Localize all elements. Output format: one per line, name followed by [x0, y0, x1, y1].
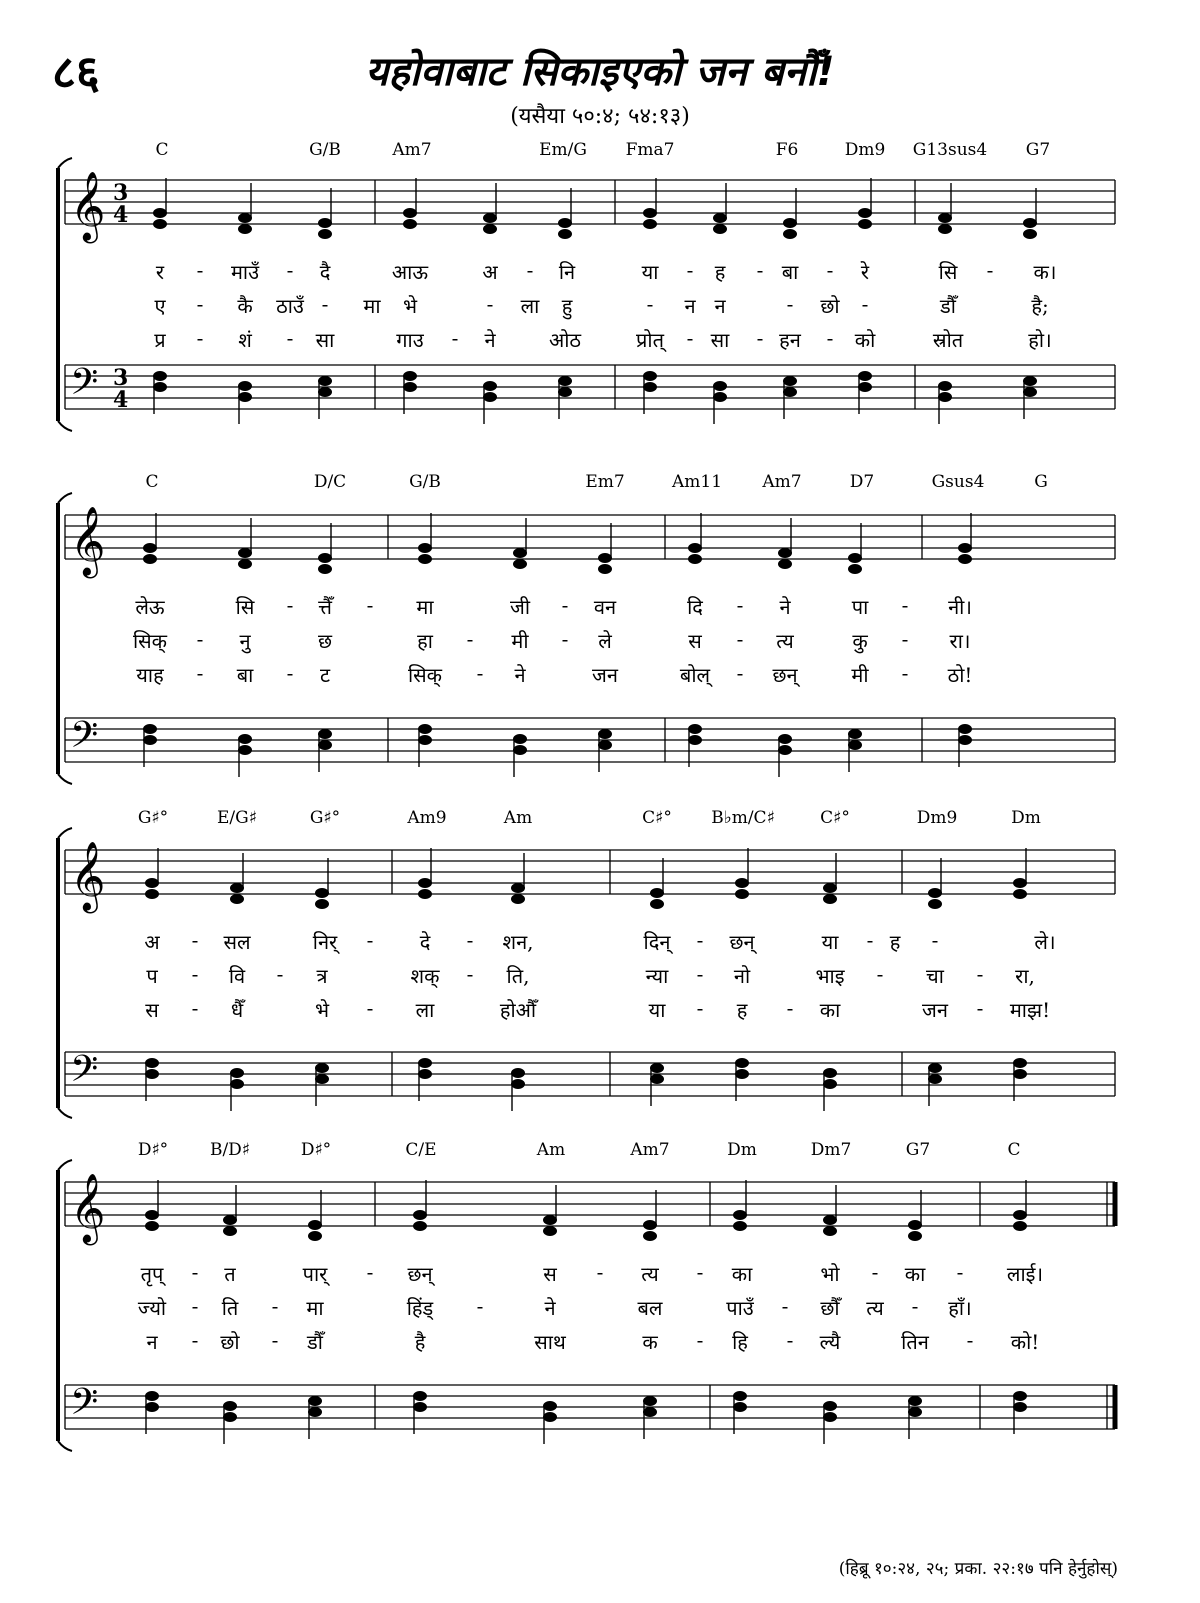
- lyric-verse1-syllable: छन्: [729, 930, 755, 954]
- lyric-verse2-syllable: -: [196, 292, 204, 316]
- lyric-verse1-syllable: का: [904, 1262, 926, 1286]
- bass-notehead: [908, 1407, 922, 1417]
- chord-symbol: Am9: [407, 808, 447, 828]
- bass-notehead: [223, 1412, 237, 1422]
- bass-notehead: [543, 1412, 557, 1422]
- lyric-verse2-syllable: ति: [221, 1296, 239, 1320]
- bass-notehead: [643, 1407, 657, 1417]
- lyric-verse3-syllable: ल्यै: [819, 1330, 841, 1354]
- lyric-verse3-syllable: धैँ: [230, 998, 244, 1022]
- lyric-verse1-syllable: नी।: [948, 595, 972, 619]
- lyric-verse2-syllable: रा,: [1015, 964, 1035, 988]
- lyric-verse3-syllable: ला: [415, 998, 435, 1022]
- lyric-verse2-syllable: बल: [637, 1296, 663, 1320]
- lyric-verse2-syllable: त्र: [316, 964, 328, 988]
- treble-notehead: [733, 1221, 747, 1231]
- lyric-verse2-syllable: -: [561, 627, 569, 651]
- lyric-verse1-syllable: नि: [558, 260, 576, 284]
- lyric-verse3-syllable: है: [414, 1330, 426, 1354]
- lyric-verse3-syllable: का: [819, 998, 841, 1022]
- lyric-verse3-syllable: जन: [922, 998, 948, 1022]
- chord-symbol: Gsus4: [931, 472, 985, 492]
- lyric-verse1-syllable: -: [986, 258, 994, 282]
- lyric-verse1-syllable: -: [931, 928, 939, 952]
- lyric-verse2-syllable: -: [191, 1294, 199, 1318]
- lyric-verse2-syllable: न्या: [645, 964, 669, 988]
- chord-symbol: Am7: [392, 140, 432, 160]
- lyric-verse1-syllable: जी: [509, 595, 531, 619]
- lyric-verse1-syllable: -: [561, 593, 569, 617]
- chord-symbol: E/G♯: [217, 808, 257, 828]
- bracket-bottom-curl: [58, 1441, 72, 1451]
- lyric-verse3-syllable: भे: [314, 998, 330, 1022]
- lyric-verse1-syllable: अ: [482, 260, 498, 284]
- chord-symbol: G♯°: [309, 808, 341, 828]
- lyric-verse3-syllable: हन: [779, 328, 801, 352]
- lyric-verse1-syllable: -: [756, 258, 764, 282]
- lyric-verse1-syllable: ह: [714, 260, 726, 284]
- treble-notehead: [823, 1226, 837, 1236]
- treble-clef-icon: 𝄞: [70, 841, 106, 911]
- lyric-verse1-syllable: -: [696, 1260, 704, 1284]
- chord-symbol: G13sus4: [912, 140, 988, 160]
- chord-symbol: G/B: [409, 472, 441, 492]
- lyric-verse3-syllable: को!: [1010, 1330, 1040, 1354]
- lyric-verse2-syllable: सिक्: [132, 629, 168, 653]
- lyric-verse3-syllable: प्रोत्: [636, 328, 664, 352]
- treble-time-signature-numerator: 3: [113, 180, 129, 206]
- lyric-verse1-syllable: आऊ: [391, 260, 429, 284]
- lyric-verse1-syllable: भो: [820, 1262, 840, 1286]
- lyric-verse2-syllable: हिंड्: [406, 1296, 434, 1320]
- lyric-verse2-syllable: ठाउँ: [276, 294, 304, 318]
- lyric-verse1-syllable: दिन्: [643, 930, 671, 954]
- bracket-top-curl: [58, 1160, 72, 1170]
- lyric-verse1-syllable: -: [596, 1260, 604, 1284]
- lyric-verse2-syllable: ला: [520, 294, 540, 318]
- lyric-verse2-syllable: त्य: [776, 629, 794, 653]
- lyric-verse2-syllable: -: [786, 292, 794, 316]
- lyric-verse2-syllable: -: [696, 962, 704, 986]
- lyric-verse2-syllable: भाइ: [815, 964, 845, 988]
- lyric-verse1-syllable: -: [866, 928, 874, 952]
- lyric-verse2-syllable: चा: [926, 964, 944, 988]
- lyric-verse3-syllable: -: [786, 1328, 794, 1352]
- lyric-verse1-syllable: -: [956, 1260, 964, 1284]
- lyric-verse1-syllable: -: [196, 258, 204, 282]
- chord-symbol: C: [1007, 1140, 1021, 1160]
- chord-symbol: G: [1034, 472, 1048, 492]
- chord-symbol: D/C: [313, 472, 347, 492]
- lyric-verse2-syllable: मा: [363, 294, 381, 318]
- lyric-verse3-syllable: होऔँ: [499, 998, 537, 1022]
- chord-symbol: G/B: [309, 140, 341, 160]
- lyric-verse3-syllable: प्र: [154, 328, 166, 352]
- lyric-verse3-syllable: -: [366, 996, 374, 1020]
- chord-symbol: G♯°: [137, 808, 169, 828]
- chord-symbol: G7: [905, 1140, 931, 1160]
- lyric-verse3-syllable: -: [696, 996, 704, 1020]
- lyric-verse2-syllable: हाँ।: [948, 1296, 972, 1320]
- bass-time-signature-numerator: 3: [113, 365, 129, 391]
- lyric-verse3-syllable: -: [786, 996, 794, 1020]
- treble-notehead: [1013, 1221, 1027, 1231]
- lyric-verse1-syllable: लाई।: [1006, 1262, 1044, 1286]
- chord-symbol: B♭m/C♯: [711, 808, 775, 828]
- lyric-verse1-syllable: ले।: [1034, 930, 1056, 954]
- lyric-verse3-syllable: स: [145, 998, 159, 1022]
- lyric-verse2-syllable: वि: [228, 964, 246, 988]
- lyric-verse3-syllable: छन्: [772, 663, 798, 687]
- lyric-verse3-syllable: ह: [736, 998, 748, 1022]
- lyric-verse1-syllable: -: [286, 593, 294, 617]
- lyric-verse1-syllable: त्य: [641, 1262, 659, 1286]
- lyric-verse3-syllable: ट: [319, 663, 331, 687]
- lyric-verse1-syllable: शन,: [502, 930, 534, 954]
- lyric-verse1-syllable: बा: [781, 260, 799, 284]
- lyric-verse2-syllable: ले: [598, 629, 612, 653]
- lyric-verse3-syllable: जन: [592, 663, 618, 687]
- lyric-verse3-syllable: -: [826, 326, 834, 350]
- treble-notehead: [908, 1231, 922, 1241]
- bass-notehead: [145, 1391, 159, 1401]
- lyric-verse3-syllable: -: [736, 661, 744, 685]
- bass-notehead: [733, 1391, 747, 1401]
- lyric-verse3-syllable: -: [451, 326, 459, 350]
- lyric-verse1-syllable: -: [871, 1260, 879, 1284]
- lyric-verse1-syllable: दै: [319, 260, 331, 284]
- lyric-verse1-syllable: स: [543, 1262, 557, 1286]
- lyric-verse2-syllable: हा: [417, 629, 433, 653]
- lyric-verse1-syllable: निर्: [312, 930, 338, 954]
- bass-time-signature-denominator: 4: [113, 387, 129, 413]
- lyric-verse3-syllable: -: [196, 661, 204, 685]
- lyric-verse1-syllable: का: [731, 1262, 753, 1286]
- chord-symbol: Dm: [1011, 808, 1041, 828]
- treble-notehead: [413, 1221, 427, 1231]
- lyric-verse2-syllable: मी: [511, 629, 529, 653]
- lyric-verse3-syllable: -: [756, 326, 764, 350]
- bass-notehead: [413, 1402, 427, 1412]
- lyric-verse2-syllable: छौँ: [820, 1296, 840, 1320]
- lyric-verse2-syllable: ने: [544, 1296, 556, 1320]
- lyric-verse3-syllable: न: [146, 1330, 158, 1354]
- lyric-verse1-syllable: अ: [144, 930, 160, 954]
- lyric-verse3-syllable: ने: [514, 663, 526, 687]
- lyric-verse2-syllable: -: [476, 1294, 484, 1318]
- lyric-verse1-syllable: सल: [223, 930, 251, 954]
- lyric-verse2-syllable: प: [146, 964, 158, 988]
- footnote-references: (हिब्रू १०:२४, २५; प्रका. २२:१७ पनि हेर्नुहोस्): [838, 1559, 1118, 1579]
- chord-symbol: Fma7: [625, 140, 675, 160]
- chord-symbol: Em/G: [539, 140, 587, 160]
- lyric-verse1-syllable: -: [366, 1260, 374, 1284]
- lyric-verse1-syllable: सि: [938, 260, 958, 284]
- lyric-verse2-syllable: -: [876, 962, 884, 986]
- lyric-verse1-syllable: -: [826, 258, 834, 282]
- chord-symbol: Dm9: [916, 808, 958, 828]
- lyric-verse2-syllable: रा।: [949, 629, 971, 653]
- lyric-verse2-syllable: भे: [402, 294, 418, 318]
- lyric-verse3-syllable: माझ!: [1009, 998, 1051, 1022]
- scripture-reference: (यसैया ५०:४; ५४:१३): [510, 104, 690, 129]
- bass-notehead: [543, 1401, 557, 1411]
- bass-clef-icon: 𝄢: [70, 1381, 99, 1432]
- bass-notehead: [643, 1396, 657, 1406]
- treble-notehead: [223, 1226, 237, 1236]
- lyric-verse3-syllable: -: [901, 661, 909, 685]
- chord-symbol: Dm: [727, 1140, 757, 1160]
- treble-clef-icon: 𝄞: [70, 506, 106, 576]
- lyric-verse1-syllable: या: [641, 260, 659, 284]
- lyric-verse2-syllable: कु: [852, 629, 868, 653]
- chord-symbol: Am: [536, 1140, 566, 1160]
- chord-symbol: Am: [503, 808, 533, 828]
- song-title: यहोवाबाट सिकाइएको जन बनौँ!: [365, 49, 835, 95]
- chord-symbol: D♯°: [300, 1140, 332, 1160]
- treble-notehead: [145, 1210, 159, 1220]
- lyric-verse2-syllable: ज्यो: [137, 1296, 167, 1320]
- lyric-verse2-syllable: -: [976, 962, 984, 986]
- lyric-verse1-syllable: रे: [860, 260, 870, 284]
- bass-notehead: [1013, 1391, 1027, 1401]
- chord-symbol: Em7: [585, 472, 625, 492]
- lyric-verse2-syllable: मा: [306, 1296, 324, 1320]
- lyric-verse2-syllable: न: [684, 294, 696, 318]
- lyric-verse1-syllable: क।: [1033, 260, 1057, 284]
- lyric-verse3-syllable: सा: [315, 328, 335, 352]
- lyric-verse2-syllable: -: [646, 292, 654, 316]
- bass-notehead: [1013, 1402, 1027, 1412]
- bass-notehead: [908, 1396, 922, 1406]
- lyric-verse1-syllable: ने: [779, 595, 791, 619]
- treble-time-signature-denominator: 4: [113, 202, 129, 228]
- lyric-verse2-syllable: ति,: [506, 964, 530, 988]
- lyric-verse1-syllable: -: [366, 928, 374, 952]
- chord-symbol: B/D♯: [209, 1140, 251, 1160]
- lyric-verse1-syllable: या: [821, 930, 839, 954]
- chord-symbol: C: [155, 140, 169, 160]
- lyric-verse2-syllable: -: [276, 962, 284, 986]
- bass-notehead: [823, 1412, 837, 1422]
- treble-notehead: [643, 1231, 657, 1241]
- lyric-verse1-syllable: -: [466, 928, 474, 952]
- chord-symbol: C♯°: [820, 808, 850, 828]
- lyric-verse1-syllable: -: [286, 258, 294, 282]
- lyric-verse1-syllable: लेऊ: [135, 595, 165, 619]
- bass-notehead: [308, 1396, 322, 1406]
- lyric-verse2-syllable: न: [714, 294, 726, 318]
- lyric-verse3-syllable: -: [191, 1328, 199, 1352]
- lyric-verse3-syllable: हि: [732, 1330, 748, 1354]
- treble-notehead: [908, 1220, 922, 1230]
- lyric-verse3-syllable: याह: [136, 663, 164, 687]
- lyric-verse3-syllable: -: [196, 326, 204, 350]
- lyric-verse3-syllable: शं: [238, 328, 252, 352]
- lyric-verse2-syllable: डौँ: [940, 294, 956, 318]
- treble-notehead: [823, 1215, 837, 1225]
- lyric-verse1-syllable: -: [736, 593, 744, 617]
- lyric-verse2-syllable: कै: [237, 294, 253, 318]
- chord-symbol: Am7: [630, 1140, 670, 1160]
- lyric-verse3-syllable: डौँ: [307, 1330, 323, 1354]
- treble-notehead: [1013, 1210, 1027, 1220]
- treble-notehead: [413, 1210, 427, 1220]
- lyric-verse1-syllable: पा: [851, 595, 869, 619]
- lyric-verse1-syllable: छन्: [407, 1262, 433, 1286]
- chord-symbol: Am11: [671, 472, 723, 492]
- lyric-verse1-syllable: र: [155, 260, 165, 284]
- lyric-verse1-syllable: मा: [416, 595, 434, 619]
- lyric-verse2-syllable: नो: [733, 964, 751, 988]
- lyric-verse1-syllable: पार्: [302, 1262, 328, 1286]
- chord-symbol: G7: [1025, 140, 1051, 160]
- lyric-verse2-syllable: -: [466, 962, 474, 986]
- lyric-verse1-syllable: त्तैँ: [318, 595, 332, 619]
- lyric-verse2-syllable: -: [191, 962, 199, 986]
- lyric-verse2-syllable: नु: [239, 629, 251, 653]
- lyric-verse1-syllable: वन: [593, 595, 617, 619]
- lyric-verse3-syllable: ठो!: [947, 663, 973, 687]
- chord-symbol: D♯°: [137, 1140, 169, 1160]
- lyric-verse3-syllable: -: [191, 996, 199, 1020]
- lyric-verse3-syllable: -: [286, 326, 294, 350]
- lyric-verse3-syllable: को: [854, 328, 876, 352]
- lyric-verse1-syllable: -: [696, 928, 704, 952]
- chord-symbol: C/E: [405, 1140, 437, 1160]
- lyric-verse2-syllable: छो: [820, 294, 840, 318]
- lyric-verse3-syllable: ने: [484, 328, 496, 352]
- lyric-verse2-syllable: -: [196, 627, 204, 651]
- lyric-verse3-syllable: सा: [710, 328, 730, 352]
- treble-clef-icon: 𝄞: [70, 1173, 106, 1243]
- lyric-verse1-syllable: -: [366, 593, 374, 617]
- lyric-verse1-syllable: -: [901, 593, 909, 617]
- lyric-verse1-syllable: दि: [687, 595, 703, 619]
- lyric-verse3-syllable: -: [686, 326, 694, 350]
- lyric-verse3-syllable: साथ: [534, 1330, 566, 1354]
- bass-notehead: [413, 1391, 427, 1401]
- bass-notehead: [145, 1402, 159, 1412]
- lyric-verse1-syllable: माउँ: [230, 260, 260, 284]
- lyric-verse3-syllable: -: [286, 661, 294, 685]
- lyric-verse3-syllable: क: [642, 1330, 658, 1354]
- lyric-verse3-syllable: छो: [220, 1330, 240, 1354]
- bass-notehead: [733, 1402, 747, 1412]
- lyric-verse2-syllable: -: [911, 1294, 919, 1318]
- lyric-verse3-syllable: -: [966, 1328, 974, 1352]
- lyric-verse1-syllable: -: [191, 928, 199, 952]
- lyric-verse3-syllable: बा: [236, 663, 254, 687]
- chord-symbol: F6: [775, 140, 799, 160]
- treble-notehead: [145, 1221, 159, 1231]
- treble-notehead: [308, 1231, 322, 1241]
- lyric-verse2-syllable: -: [321, 292, 329, 316]
- treble-notehead: [733, 1210, 747, 1220]
- treble-clef-icon: 𝄞: [70, 171, 106, 241]
- lyric-verse3-syllable: मी: [851, 663, 869, 687]
- lyric-verse2-syllable: हु: [561, 294, 573, 318]
- lyric-verse1-syllable: -: [686, 258, 694, 282]
- bass-clef-icon: 𝄢: [70, 361, 99, 412]
- lyric-verse3-syllable: -: [476, 661, 484, 685]
- chord-symbol: C♯°: [642, 808, 672, 828]
- lyric-verse2-syllable: -: [901, 627, 909, 651]
- lyric-verse1-syllable: सि: [235, 595, 255, 619]
- bass-clef-icon: 𝄢: [70, 1048, 99, 1099]
- lyric-verse3-syllable: या: [648, 998, 666, 1022]
- lyric-verse3-syllable: गाउ: [396, 328, 424, 352]
- lyric-verse3-syllable: -: [696, 1328, 704, 1352]
- lyric-verse3-syllable: -: [271, 1328, 279, 1352]
- lyric-verse2-syllable: -: [736, 627, 744, 651]
- lyric-verse3-syllable: तिन: [901, 1330, 929, 1354]
- lyric-verse2-syllable: -: [486, 292, 494, 316]
- lyric-verse2-syllable: -: [781, 1294, 789, 1318]
- lyric-verse1-syllable: -: [526, 258, 534, 282]
- lyric-verse2-syllable: है;: [1031, 294, 1049, 318]
- treble-notehead: [223, 1215, 237, 1225]
- lyric-verse3-syllable: स्रोत: [932, 328, 964, 352]
- bass-clef-icon: 𝄢: [70, 714, 99, 765]
- lyric-verse2-syllable: पाउँ: [726, 1296, 754, 1320]
- lyric-verse1-syllable: -: [191, 1260, 199, 1284]
- chord-symbol: D7: [849, 472, 875, 492]
- chord-symbol: Am7: [762, 472, 802, 492]
- bass-notehead: [223, 1401, 237, 1411]
- bass-notehead: [308, 1407, 322, 1417]
- lyric-verse3-syllable: हो।: [1028, 328, 1052, 352]
- lyric-verse2-syllable: छ: [317, 629, 333, 653]
- treble-notehead: [308, 1220, 322, 1230]
- lyric-verse3-syllable: -: [976, 996, 984, 1020]
- lyric-verse2-syllable: -: [861, 292, 869, 316]
- chord-symbol: Dm7: [810, 1140, 852, 1160]
- lyric-verse2-syllable: -: [271, 1294, 279, 1318]
- lyric-verse1-syllable: ह: [889, 930, 901, 954]
- treble-notehead: [643, 1220, 657, 1230]
- lyric-verse2-syllable: -: [466, 627, 474, 651]
- treble-notehead: [543, 1226, 557, 1236]
- lyric-verse2-syllable: त्य: [866, 1296, 884, 1320]
- bass-notehead: [823, 1401, 837, 1411]
- lyric-verse3-syllable: सिक्: [407, 663, 443, 687]
- chord-symbol: Dm9: [844, 140, 886, 160]
- lyric-verse2-syllable: शक्: [410, 964, 440, 988]
- chord-symbol: C: [145, 472, 159, 492]
- lyric-verse1-syllable: दे: [419, 930, 431, 954]
- treble-notehead: [543, 1215, 557, 1225]
- lyric-verse3-syllable: ओठ: [548, 328, 582, 352]
- song-number: ८६: [52, 45, 100, 99]
- lyric-verse1-syllable: तृप्: [140, 1262, 164, 1286]
- lyric-verse2-syllable: स: [688, 629, 702, 653]
- lyric-verse1-syllable: त: [224, 1262, 236, 1286]
- lyric-verse2-syllable: ए: [154, 294, 166, 318]
- lyric-verse3-syllable: बोल्: [679, 663, 711, 687]
